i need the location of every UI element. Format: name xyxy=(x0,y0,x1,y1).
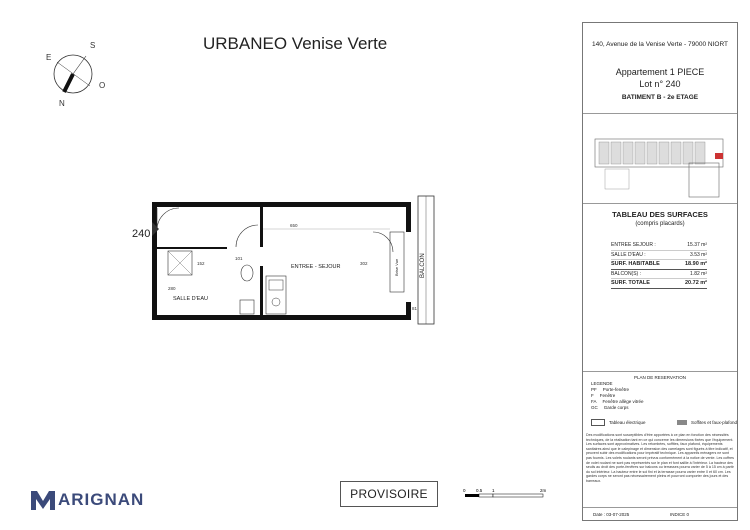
dim-302: 302 xyxy=(360,261,368,266)
dim-152: 152 xyxy=(197,261,205,266)
date: Date : 03-07-2025 xyxy=(593,512,630,517)
dim-101: 101 xyxy=(235,256,243,261)
plan-reservation: PLAN DE RESERVATION xyxy=(633,375,686,380)
scale-t1: 0.5 xyxy=(476,488,483,493)
symbols: Tableau électrique Soffites et faux-plafond xyxy=(591,419,737,426)
surface-table xyxy=(611,241,707,289)
logo-m-icon xyxy=(30,489,56,511)
soffite-icon xyxy=(677,420,687,425)
scale-t3: 2m xyxy=(540,488,547,493)
surface-row: SURF. HABITABLE 18.90 m² xyxy=(611,260,707,270)
electric-panel-icon xyxy=(591,419,605,426)
scale-bar xyxy=(462,487,552,501)
compass-e: E xyxy=(46,53,52,62)
compass-rose-icon xyxy=(40,40,110,110)
compass-s: S xyxy=(90,41,96,50)
brand-name: ARIGNAN xyxy=(58,490,145,509)
surface-row: ENTREE SEJOUR : 15.37 m² xyxy=(611,241,707,251)
surface-row: SALLE D'EAU : 3.53 m² xyxy=(611,251,707,261)
ext-note: Brise Vue xyxy=(394,258,399,276)
floor-plan xyxy=(128,190,448,330)
table-title: TABLEAU DES SURFACES xyxy=(612,210,708,219)
table-subtitle: (compris placards) xyxy=(635,221,685,227)
apartment-type: Appartement 1 PIECE xyxy=(615,67,705,77)
marignan-logo xyxy=(30,489,144,511)
indice: INDICE 0 xyxy=(670,512,690,517)
legend-title: LEGENDE xyxy=(591,381,613,386)
address: 140, Avenue de la Venise Verte - 79000 NIORT xyxy=(592,41,728,48)
compass-o: O xyxy=(99,81,106,90)
info-panel xyxy=(582,22,738,521)
room-sde: SALLE D'EAU xyxy=(173,296,208,302)
room-sejour: ENTREE - SEJOUR xyxy=(291,264,341,270)
project-title: URBANEO Venise Verte xyxy=(203,34,388,53)
surface-row: SURF. TOTALE 20.72 m² xyxy=(611,279,707,289)
dim-650: 650 xyxy=(290,223,298,228)
batiment: BATIMENT B - 2e ETAGE xyxy=(621,94,699,101)
provisoire-stamp: PROVISOIRE xyxy=(340,481,438,507)
room-balcon: BALCON xyxy=(420,253,426,278)
scale-t2: 1 xyxy=(492,488,495,493)
disclaimer: Des modifications sont susceptibles d'être apportées à ce plan en fonction des nécessités techniques, de la réalisation tant en ce qui concerne les dimensions fixées que l'équipement. Les surfaces sont approximatives. Les retombées, soffites, faux plafond, équipements sanitaires ainsi que le calepinage et dimension des carrelages sont figurés à titre indicatif, et peuvent subir des modifications pour impératif technique. Les appareils ménagers ne sont pas fournis. Les volets roulants seront prévus conformément à la notice de vente. Les coffres de volet roulant ne sont pas représentés sur le plan et font saillie à l'intérieur. La hauteur des seuils au droit des porte-fenêtres sur balcons ou terrasses pourra varier de 5 à 15 cm à partir du sol intérieur. La hauteur entre le sol fini et la terrasse pourra varier entre 0 et 60 cm. Les gardes corps ne seront pas nécessairement pleins et pourront comporter des jours et des barreaux. xyxy=(586,433,734,483)
legend: LEGENDE PF Porte-fenêtre F Fenêtre FA Fenêtre allège vitrée GC Garde corps xyxy=(591,381,644,410)
dim-81: 81 xyxy=(412,306,418,311)
dim-280: 280 xyxy=(168,286,176,291)
key-plan xyxy=(591,117,729,201)
surface-row: BALCON(S) : 1.82 m² xyxy=(611,270,707,280)
compass-n: N xyxy=(59,99,65,108)
lot-label: 240 xyxy=(132,228,151,240)
apartment-lot: Lot n° 240 xyxy=(639,79,681,89)
scale-t0: 0 xyxy=(463,488,466,493)
footer xyxy=(583,507,737,521)
